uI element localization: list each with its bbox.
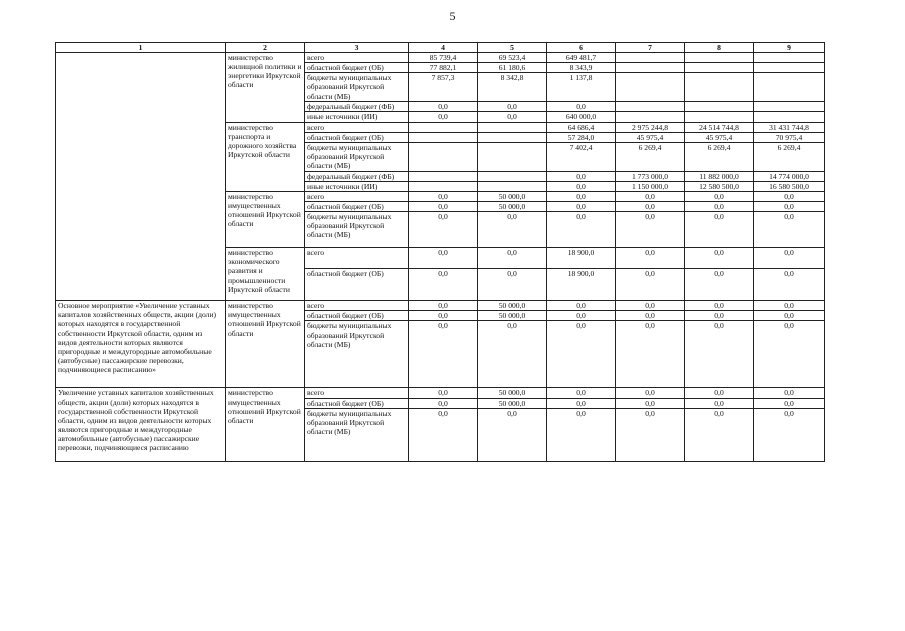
event-cell: [56, 53, 226, 301]
value-cell: 0,0: [547, 181, 616, 191]
value-cell: 0,0: [478, 321, 547, 388]
value-cell: 69 523,4: [478, 53, 547, 63]
value-cell: [616, 73, 685, 102]
value-cell: 50 000,0: [478, 398, 547, 408]
value-cell: 0,0: [754, 269, 825, 301]
table-row: [56, 53, 825, 63]
value-cell: 0,0: [547, 398, 616, 408]
value-cell: 0,0: [616, 388, 685, 398]
value-cell: 7 402,4: [547, 142, 616, 171]
value-cell: 85 739,4: [409, 53, 478, 63]
value-cell: [754, 112, 825, 122]
value-cell: [616, 53, 685, 63]
value-cell: 0,0: [409, 398, 478, 408]
value-cell: 0,0: [685, 269, 754, 301]
value-cell: [685, 63, 754, 73]
value-cell: 0,0: [478, 112, 547, 122]
value-cell: 0,0: [754, 301, 825, 311]
value-cell: 649 481,7: [547, 53, 616, 63]
value-cell: [478, 142, 547, 171]
value-cell: 50 000,0: [478, 202, 547, 212]
funding-source-cell: бюджеты муниципальных образований Иркутской области (МБ): [305, 408, 409, 461]
value-cell: 0,0: [685, 311, 754, 321]
value-cell: 50 000,0: [478, 191, 547, 201]
header-cell: 1: [56, 43, 226, 53]
funding-source-cell: областной бюджет (ОБ): [305, 132, 409, 142]
value-cell: 50 000,0: [478, 311, 547, 321]
page-number: 5: [449, 9, 456, 23]
funding-source-cell: иные источники (ИИ): [305, 112, 409, 122]
funding-source-cell: областной бюджет (ОБ): [305, 398, 409, 408]
value-cell: 0,0: [616, 248, 685, 269]
value-cell: 0,0: [547, 388, 616, 398]
value-cell: 0,0: [547, 212, 616, 248]
value-cell: 0,0: [547, 102, 616, 112]
value-cell: 8 343,9: [547, 63, 616, 73]
value-cell: 0,0: [616, 269, 685, 301]
value-cell: 0,0: [685, 191, 754, 201]
value-cell: 0,0: [478, 269, 547, 301]
value-cell: [685, 112, 754, 122]
funding-source-cell: бюджеты муниципальных образований Иркутской области (МБ): [305, 73, 409, 102]
funding-source-cell: всего: [305, 53, 409, 63]
value-cell: 0,0: [616, 301, 685, 311]
funding-source-cell: всего: [305, 122, 409, 132]
value-cell: [754, 53, 825, 63]
header-cell: 5: [478, 43, 547, 53]
header-row: [56, 43, 825, 53]
value-cell: 0,0: [409, 202, 478, 212]
value-cell: 0,0: [754, 408, 825, 461]
header-cell: 7: [616, 43, 685, 53]
value-cell: 0,0: [616, 321, 685, 388]
value-cell: 0,0: [547, 301, 616, 311]
value-cell: 50 000,0: [478, 388, 547, 398]
funding-source-cell: бюджеты муниципальных образований Иркутской области (МБ): [305, 321, 409, 388]
value-cell: [409, 132, 478, 142]
value-cell: [478, 132, 547, 142]
value-cell: 0,0: [478, 102, 547, 112]
header-cell: 9: [754, 43, 825, 53]
funding-source-cell: областной бюджет (ОБ): [305, 202, 409, 212]
value-cell: 16 580 500,0: [754, 181, 825, 191]
value-cell: 31 431 744,8: [754, 122, 825, 132]
value-cell: 0,0: [409, 388, 478, 398]
responsible-cell: министерство транспорта и дорожного хозяйства Иркутской области: [226, 122, 305, 191]
value-cell: 0,0: [409, 248, 478, 269]
funding-source-cell: иные источники (ИИ): [305, 181, 409, 191]
header-cell: 8: [685, 43, 754, 53]
value-cell: [478, 122, 547, 132]
value-cell: [409, 122, 478, 132]
event-cell: Увеличение уставных капиталов хозяйственных обществ, акции (доли) которых находятся в государственной собственности Иркутской области, одним из видов деятельности которых являются пригородные и междугородные автомобильные (автобусные) пассажирские перевозки, подчиняющиеся расписанию: [56, 388, 226, 461]
value-cell: 0,0: [754, 212, 825, 248]
value-cell: 12 580 500,0: [685, 181, 754, 191]
value-cell: 18 900,0: [547, 269, 616, 301]
value-cell: 0,0: [547, 311, 616, 321]
value-cell: 61 180,6: [478, 63, 547, 73]
value-cell: 0,0: [409, 191, 478, 201]
value-cell: [754, 102, 825, 112]
value-cell: 0,0: [409, 301, 478, 311]
value-cell: 64 686,4: [547, 122, 616, 132]
value-cell: 0,0: [616, 202, 685, 212]
funding-source-cell: федеральный бюджет (ФБ): [305, 102, 409, 112]
value-cell: 6 269,4: [754, 142, 825, 171]
value-cell: 0,0: [685, 248, 754, 269]
funding-source-cell: областной бюджет (ОБ): [305, 63, 409, 73]
value-cell: 0,0: [754, 202, 825, 212]
funding-source-cell: всего: [305, 191, 409, 201]
value-cell: 45 975,4: [616, 132, 685, 142]
funding-source-cell: всего: [305, 388, 409, 398]
responsible-cell: министерство имущественных отношений Иркутской области: [226, 301, 305, 388]
value-cell: 14 774 000,0: [754, 171, 825, 181]
funding-source-cell: федеральный бюджет (ФБ): [305, 171, 409, 181]
header-cell: 6: [547, 43, 616, 53]
value-cell: 18 900,0: [547, 248, 616, 269]
value-cell: 45 975,4: [685, 132, 754, 142]
value-cell: 1 150 000,0: [616, 181, 685, 191]
value-cell: 7 857,3: [409, 73, 478, 102]
table-row: [56, 301, 825, 311]
header-cell: 3: [305, 43, 409, 53]
value-cell: 2 975 244,8: [616, 122, 685, 132]
value-cell: 6 269,4: [685, 142, 754, 171]
header-cell: 2: [226, 43, 305, 53]
value-cell: 0,0: [685, 388, 754, 398]
value-cell: 0,0: [685, 398, 754, 408]
table-row: [56, 388, 825, 398]
value-cell: [616, 112, 685, 122]
value-cell: 8 342,8: [478, 73, 547, 102]
value-cell: 0,0: [547, 321, 616, 388]
value-cell: 0,0: [685, 321, 754, 388]
value-cell: 0,0: [409, 408, 478, 461]
responsible-cell: министерство имущественных отношений Иркутской области: [226, 191, 305, 247]
value-cell: 70 975,4: [754, 132, 825, 142]
value-cell: 0,0: [685, 408, 754, 461]
value-cell: 1 137,8: [547, 73, 616, 102]
value-cell: 0,0: [754, 191, 825, 201]
header-cell: 4: [409, 43, 478, 53]
value-cell: 0,0: [754, 321, 825, 388]
value-cell: 0,0: [754, 398, 825, 408]
funding-source-cell: бюджеты муниципальных образований Иркутской области (МБ): [305, 212, 409, 248]
value-cell: 0,0: [616, 408, 685, 461]
value-cell: [478, 171, 547, 181]
value-cell: [754, 73, 825, 102]
value-cell: 24 514 744,8: [685, 122, 754, 132]
value-cell: [616, 102, 685, 112]
funding-source-cell: областной бюджет (ОБ): [305, 311, 409, 321]
value-cell: 0,0: [616, 191, 685, 201]
value-cell: 0,0: [478, 212, 547, 248]
value-cell: 57 284,0: [547, 132, 616, 142]
value-cell: 0,0: [754, 311, 825, 321]
value-cell: 0,0: [409, 212, 478, 248]
value-cell: 0,0: [478, 408, 547, 461]
value-cell: 0,0: [409, 311, 478, 321]
value-cell: 640 000,0: [547, 112, 616, 122]
funding-source-cell: всего: [305, 248, 409, 269]
event-cell: Основное мероприятие «Увеличение уставных капиталов хозяйственных обществ, акции (доли) которых находятся в государственной собственности Иркутской области, одним из видов деятельности которых являются пригородные и междугородные автомобильные (автобусные) пассажирские перевозки, подчиняющиеся расписанию»: [56, 301, 226, 388]
value-cell: 1 773 000,0: [616, 171, 685, 181]
responsible-cell: министерство имущественных отношений Иркутской области: [226, 388, 305, 461]
value-cell: 0,0: [616, 398, 685, 408]
funding-source-cell: областной бюджет (ОБ): [305, 269, 409, 301]
value-cell: 0,0: [547, 408, 616, 461]
value-cell: 0,0: [547, 171, 616, 181]
value-cell: [754, 63, 825, 73]
value-cell: 0,0: [754, 388, 825, 398]
value-cell: 0,0: [547, 191, 616, 201]
value-cell: 0,0: [409, 321, 478, 388]
value-cell: [616, 63, 685, 73]
funding-source-cell: всего: [305, 301, 409, 311]
value-cell: 0,0: [478, 248, 547, 269]
value-cell: 6 269,4: [616, 142, 685, 171]
budget-table: [55, 42, 825, 462]
value-cell: 0,0: [685, 301, 754, 311]
value-cell: [478, 181, 547, 191]
funding-source-cell: бюджеты муниципальных образований Иркутской области (МБ): [305, 142, 409, 171]
value-cell: 77 882,1: [409, 63, 478, 73]
responsible-cell: министерство жилищной политики и энергетики Иркутской области: [226, 53, 305, 122]
value-cell: 0,0: [409, 112, 478, 122]
value-cell: [409, 181, 478, 191]
value-cell: 0,0: [685, 202, 754, 212]
value-cell: 0,0: [616, 212, 685, 248]
value-cell: 0,0: [616, 311, 685, 321]
value-cell: 0,0: [754, 248, 825, 269]
value-cell: 0,0: [409, 269, 478, 301]
value-cell: 50 000,0: [478, 301, 547, 311]
value-cell: [409, 171, 478, 181]
value-cell: [409, 142, 478, 171]
value-cell: [685, 102, 754, 112]
value-cell: [685, 53, 754, 63]
value-cell: 0,0: [685, 212, 754, 248]
value-cell: 0,0: [547, 202, 616, 212]
value-cell: [685, 73, 754, 102]
value-cell: 11 882 000,0: [685, 171, 754, 181]
responsible-cell: министерство экономического развития и промышленности Иркутской области: [226, 248, 305, 301]
value-cell: 0,0: [409, 102, 478, 112]
